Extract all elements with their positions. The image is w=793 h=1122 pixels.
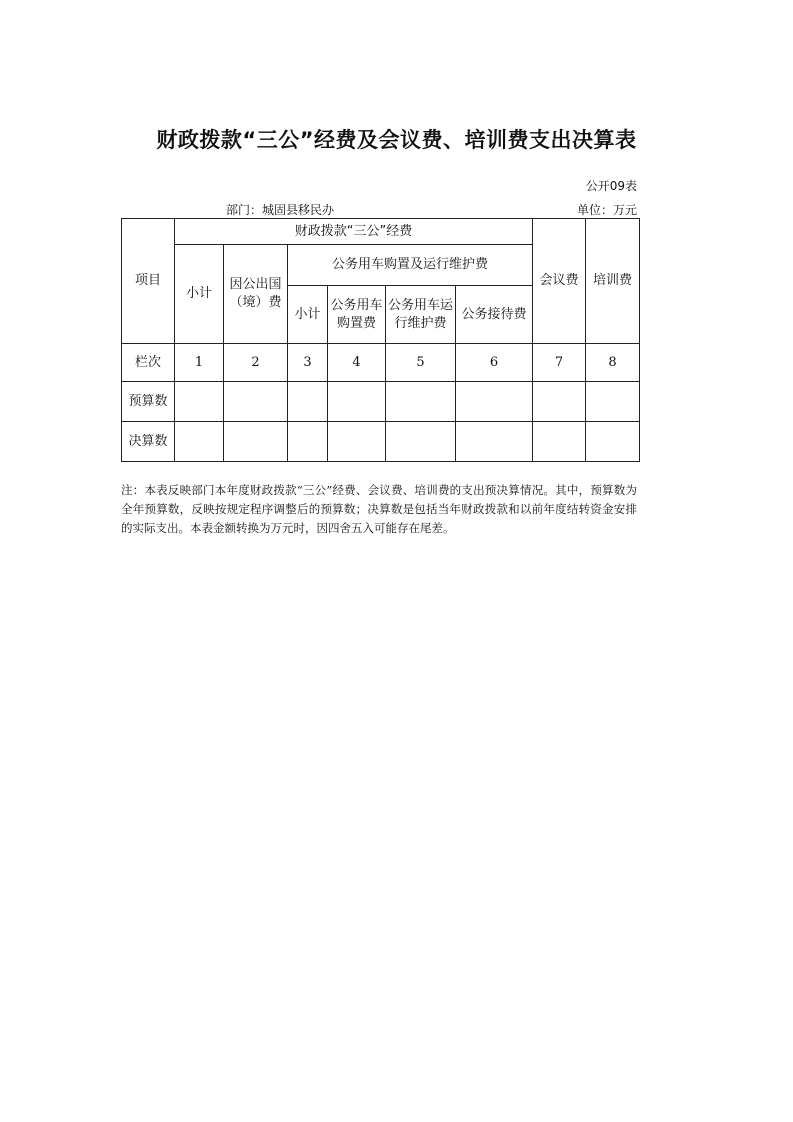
table-cell: [328, 422, 386, 462]
table-cell: [586, 382, 640, 422]
column-number: 7: [533, 344, 586, 382]
table-cell: [456, 382, 533, 422]
header-vehicle: 公务用车购置及运行维护费: [288, 245, 533, 286]
table-cell: [224, 382, 288, 422]
column-number: 6: [456, 344, 533, 382]
header-meeting: 会议费: [533, 219, 586, 344]
table-cell: [288, 422, 328, 462]
row-final-label: 决算数: [122, 422, 175, 462]
table-cell: [288, 382, 328, 422]
expenditure-table: [121, 218, 640, 462]
header-reception: 公务接待费: [456, 286, 533, 344]
header-training: 培训费: [586, 219, 640, 344]
header-vehicle-purchase: 公务用车购置费: [328, 286, 386, 344]
table-cell: [533, 382, 586, 422]
footnote: 注：本表反映部门本年度财政拨款“三公”经费、会议费、培训费的支出预决算情况。其中，预算数为全年预算数，反映按规定程序调整后的预算数；决算数是包括当年财政拨款和以前年度结转资金安排的实际支出。本表金额转换为万元时，因四舍五入可能存在尾差。: [121, 483, 637, 535]
column-number: 3: [288, 344, 328, 382]
table-cell: [328, 382, 386, 422]
header-subtotal: 小计: [175, 245, 224, 344]
row-index-label: 栏次: [122, 344, 175, 382]
table-cell: [533, 422, 586, 462]
table-cell: [586, 422, 640, 462]
column-number: 8: [586, 344, 640, 382]
table-cell: [386, 422, 456, 462]
header-vehicle-maintenance: 公务用车运行维护费: [386, 286, 456, 344]
column-number: 2: [224, 344, 288, 382]
header-item: 项目: [122, 219, 175, 344]
table-cell: [175, 422, 224, 462]
department-label: 部门：城固县移民办: [226, 203, 335, 217]
column-number: 5: [386, 344, 456, 382]
table-cell: [224, 422, 288, 462]
header-vehicle-subtotal: 小计: [288, 286, 328, 344]
header-abroad: 因公出国（境）费: [224, 245, 288, 344]
row-budget-label: 预算数: [122, 382, 175, 422]
column-number: 4: [328, 344, 386, 382]
header-sangong: 财政拨款“三公”经费: [175, 219, 533, 245]
table-cell: [175, 382, 224, 422]
form-code: 公开09表: [585, 179, 637, 193]
page-title: 财政拨款“三公”经费及会议费、培训费支出决算表: [156, 128, 637, 152]
column-number: 1: [175, 344, 224, 382]
unit-label: 单位：万元: [576, 203, 637, 217]
table-cell: [386, 382, 456, 422]
table-cell: [456, 422, 533, 462]
